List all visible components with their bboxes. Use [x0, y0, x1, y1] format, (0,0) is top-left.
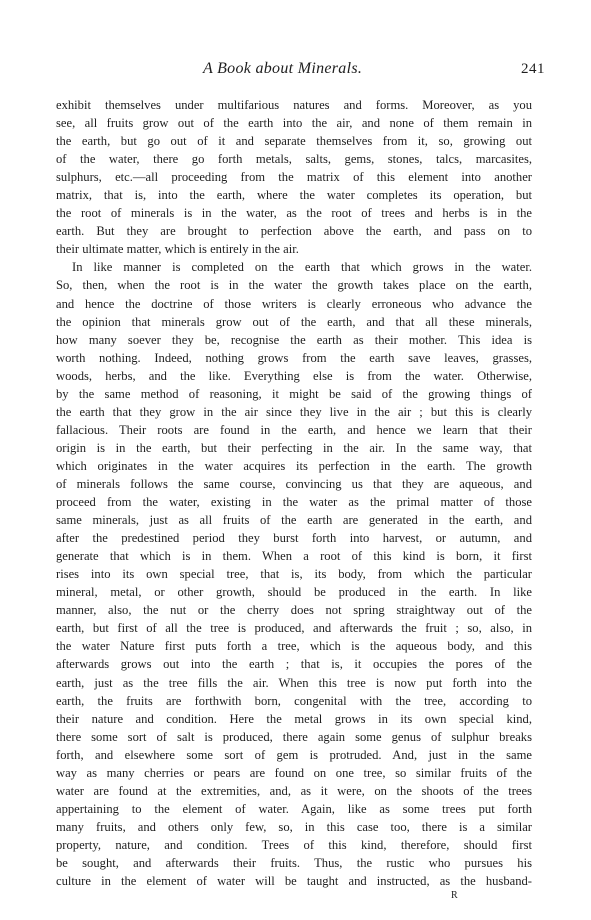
page-number: 241 — [521, 61, 545, 77]
text-line: manner, also, the nut or the cherry does not spring straightway out of the — [56, 603, 532, 618]
text-line: So, then, when the root is in the water the growth takes place on the earth, — [56, 278, 532, 293]
text-line: of minerals follows the same course, convincing us that they are aqueous, and — [56, 476, 532, 491]
text-line: exhibit themselves under multifarious natures and forms. Moreover, as you — [56, 98, 532, 112]
text-line: of the water, there go forth metals, salts, gems, stones, talcs, marcasites, — [56, 152, 532, 167]
text-line: same minerals, just as all fruits of the earth are generated in the earth, and — [56, 513, 532, 528]
text-line: after the predestined period they burst forth into harvest, or autumn, and — [56, 531, 532, 546]
text-line: origin is in the earth, but their perfecting in the air. In the same way, that — [56, 440, 532, 455]
text-line: forth, and elsewhere some sort of gem is protruded. And, just in the same — [56, 747, 532, 762]
text-line: proceed from the water, existing in the water as the primal matter of those — [56, 495, 532, 510]
signature-mark: R — [451, 890, 459, 901]
text-line: see, all fruits grow out of the earth into the air, and none of them remain in — [56, 116, 532, 131]
text-line: water are found at the extremities, and, as it were, on the shoots of the trees — [56, 783, 532, 798]
text-line: sulphurs, etc.—all proceeding from the matrix of this element into another — [56, 170, 532, 185]
text-line: many fruits, and others only few, so, in this case too, there is a similar — [56, 819, 532, 834]
paragraph — [56, 96, 532, 258]
text-line: the water Nature first puts forth a tree, which is the aqueous body, and this — [56, 639, 532, 654]
text-line: matrix, that is, into the earth, where the water completes its operation, but — [56, 188, 532, 203]
text-line: mineral, metal, or other growth, should be produced in the earth. In like — [56, 585, 532, 600]
text-line: culture in the element of water will be taught and instructed, as the husband- — [56, 874, 532, 889]
text-line: which originates in the water acquires its perfection in the earth. The growth — [56, 458, 532, 473]
text-line: generate that which is in them. When a root of this kind is born, it first — [56, 549, 532, 564]
text-line: earth, but first of all the tree is produced, and afterwards the fruit ; so, also, in — [56, 621, 532, 636]
running-head — [55, 60, 545, 82]
text-line: worth nothing. Indeed, nothing grows from the earth save leaves, grasses, — [56, 350, 532, 365]
text-line: and hence the doctrine of those writers is clearly erroneous who advance the — [56, 296, 532, 311]
text-line: the earth that they grow in the air since they live in the air ; but this is clearly — [56, 404, 532, 419]
running-title: A Book about Minerals. — [203, 60, 363, 77]
text-line: earth, the fruits are forthwith born, congenital with the tree, according to — [56, 693, 532, 708]
text-line: how many soever they be, recognise the earth as their mother. This idea is — [56, 332, 532, 347]
paragraph — [56, 258, 532, 890]
text-line: be sought, and afterwards their fruits. Thus, the rustic who pursues his — [56, 855, 532, 870]
text-line: the earth, but go out of it and separate themselves from it, so, growing out — [56, 134, 532, 149]
text-line: In like manner is completed on the earth that which grows in the water. — [72, 260, 532, 275]
body-text — [56, 96, 532, 890]
text-line: earth. But they are brought to perfection above the earth, and pass on to — [56, 224, 532, 239]
text-line: fallacious. Their roots are found in the earth, and hence we learn that their — [56, 422, 532, 437]
text-line: afterwards grows out into the earth ; that is, it occupies the pores of the — [56, 657, 532, 672]
text-line: the opinion that minerals grow out of the earth, and that all these minerals, — [56, 314, 532, 329]
text-line: the root of minerals is in the water, as the root of trees and herbs is in the — [56, 206, 532, 221]
text-line: way as many cherries or pears are found on one tree, so similar fruits of the — [56, 765, 532, 780]
text-line: their nature and condition. Here the metal grows in its own special kind, — [56, 711, 532, 726]
text-line: rises into its own special tree, that is, its body, from which the particular — [56, 567, 532, 582]
text-line: property, nature, and condition. Trees of this kind, therefore, should first — [56, 837, 532, 852]
text-line: their ultimate matter, which is entirely in the air. — [56, 242, 299, 257]
text-line: woods, herbs, and the like. Everything else is from the water. Otherwise, — [56, 368, 532, 383]
text-line: there some sort of salt is produced, there again some genus of sulphur breaks — [56, 729, 532, 744]
text-line: appertaining to the element of water. Again, like as some trees put forth — [56, 801, 532, 816]
text-line: by the same method of reasoning, it might be said of the growing things of — [56, 386, 532, 401]
text-line: earth, just as the tree fills the air. When this tree is now put forth into the — [56, 675, 532, 690]
